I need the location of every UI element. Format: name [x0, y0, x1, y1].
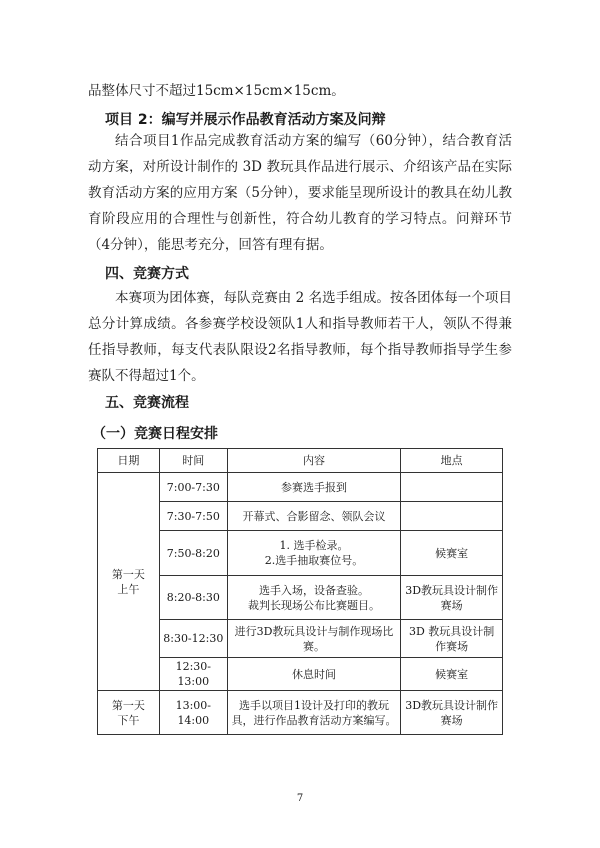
- row-content: 进行3D教玩具设计与制作现场比赛。: [227, 620, 401, 658]
- row-content: 休息时间: [227, 658, 401, 691]
- row-place: 候赛室: [401, 531, 503, 576]
- date-day1-morning: 第一天 上午: [98, 473, 160, 691]
- paragraph-continuation: 品整体尺寸不超过15cm×15cm×15cm。: [88, 83, 345, 99]
- header-time: 时间: [159, 449, 227, 473]
- page-number: 7: [296, 793, 304, 804]
- row-content: 参赛选手报到: [227, 473, 401, 502]
- row-time: 7:30-7:50: [159, 502, 227, 531]
- row-place: 3D教玩具设计制作赛场: [401, 576, 503, 620]
- row-time: 8:30-12:30: [159, 620, 227, 658]
- row-content: 开幕式、合影留念、领队会议: [227, 502, 401, 531]
- header-place: 地点: [401, 449, 503, 473]
- item2-body: 结合项目1作品完成教育活动方案的编写（60分钟），结合教育活动方案，对所设计制作的 3D 教玩具作品进行展示、介绍该产品在实际教育活动方案的应用方案（5分钟），要求能呈现所设计的教具在幼儿教育阶段应用的合理性与创新性，符合幼儿教育的学习特点。问辩环节（4分钟），能思考充分，回答有理有据。: [88, 133, 512, 253]
- row-place: 候赛室: [401, 658, 503, 691]
- row-place: 3D教玩具设计制作赛场: [401, 691, 503, 735]
- row-content: 选手入场，设备查验。 裁判长现场公布比赛题目。: [227, 576, 401, 620]
- table-row: [98, 473, 503, 502]
- subsection-schedule-heading: （一）竞赛日程安排: [92, 426, 218, 442]
- table-header-row: [98, 449, 503, 473]
- table-row: [98, 691, 503, 735]
- row-content: 选手以项目1设计及打印的教玩具，进行作品教育活动方案编写。: [227, 691, 401, 735]
- row-content: 1. 选手检录。 2.选手抽取赛位号。: [227, 531, 401, 576]
- row-time: 13:00-14:00: [159, 691, 227, 735]
- row-place: 3D 教玩具设计制作赛场: [401, 620, 503, 658]
- row-time: 12:30-13:00: [159, 658, 227, 691]
- section4-heading: 四、竞赛方式: [105, 266, 189, 282]
- row-time: 7:00-7:30: [159, 473, 227, 502]
- schedule-table: [97, 448, 503, 735]
- header-content: 内容: [227, 449, 401, 473]
- section4-body: 本赛项为团体赛，每队竞赛由 2 名选手组成。按各团体每一个项目总分计算成绩。各参赛学校设领队1人和指导教师若干人，领队不得兼任指导教师，每支代表队限设2名指导教师，每个指导教师指导学生参赛队不得超过1个。: [88, 290, 512, 384]
- section5-heading: 五、竞赛流程: [105, 395, 189, 411]
- date-day1-afternoon: 第一天 下午: [98, 691, 160, 735]
- header-date: 日期: [98, 449, 160, 473]
- item2-heading: 项目 2：编写并展示作品教育活动方案及问辩: [105, 112, 386, 128]
- row-time: 8:20-8:30: [159, 576, 227, 620]
- row-time: 7:50-8:20: [159, 531, 227, 576]
- row-place: [401, 502, 503, 531]
- row-place: [401, 473, 503, 502]
